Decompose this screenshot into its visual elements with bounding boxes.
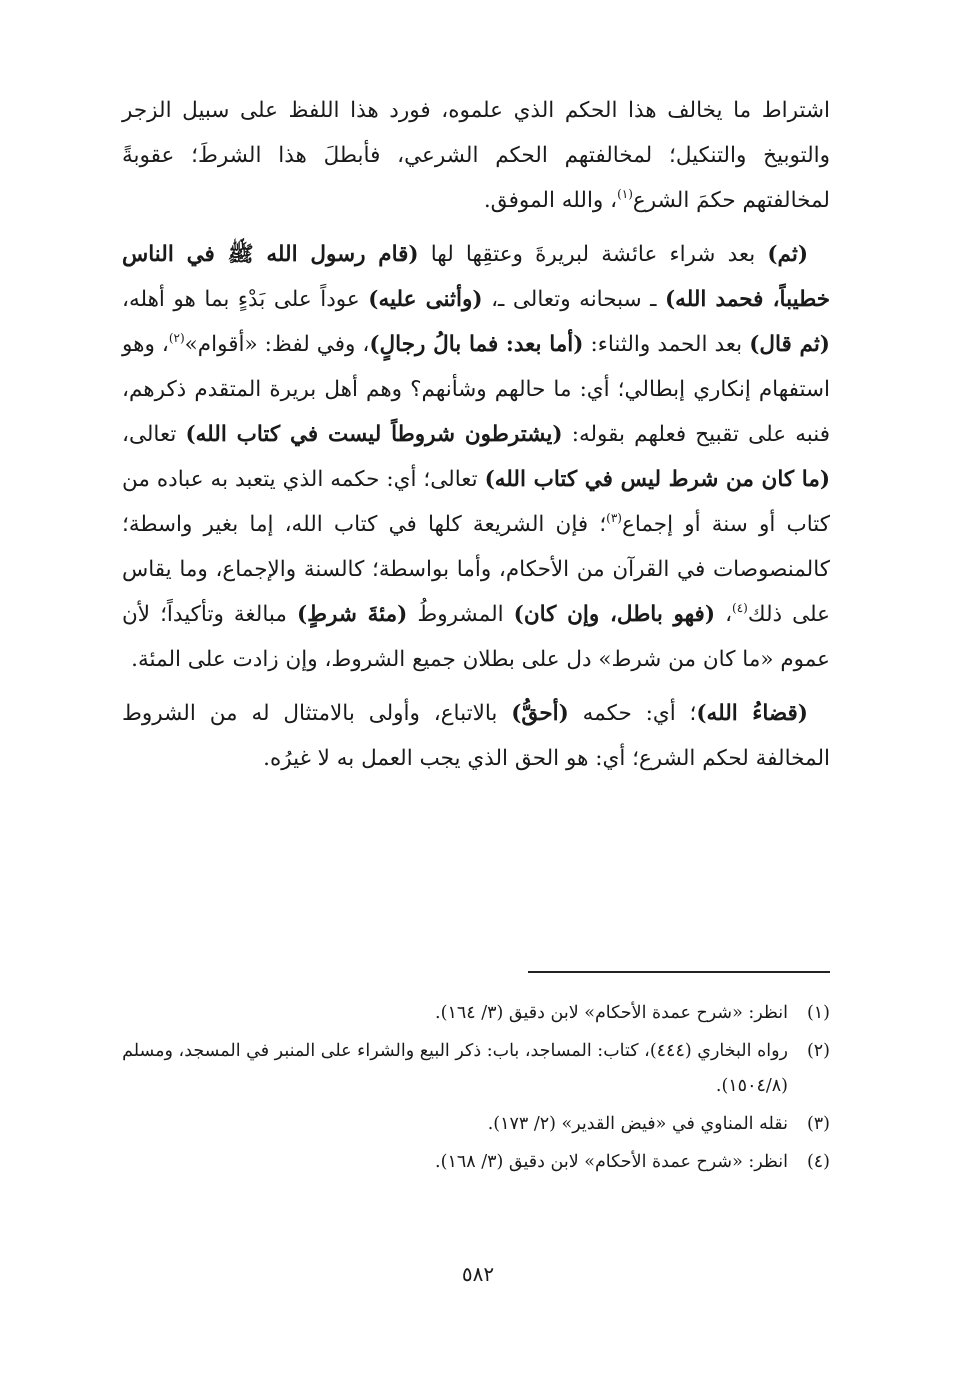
bold-quoted-text: (ثم قال) (749, 332, 830, 357)
footnote-1 (122, 996, 830, 1031)
main-text (122, 88, 830, 790)
paragraph-1 (122, 88, 830, 223)
footnote-2 (122, 1034, 830, 1104)
footnote-number: (٢) (806, 1041, 830, 1061)
footnote-3 (122, 1107, 830, 1142)
commentary-text: ، والله الموفق. (483, 188, 618, 213)
paragraph-2 (122, 232, 830, 682)
footnote-separator (528, 971, 830, 973)
footnote-text: انظر: «شرح عمدة الأحكام» لابن دقيق (٣/ ١٦٤). (435, 1003, 788, 1023)
footnote-text: نقله المناوي في «فيض القدير» (٢/ ١٧٣). (487, 1114, 788, 1134)
bold-quoted-text: (مئةَ شرطٍ) (296, 602, 408, 627)
commentary-text: ؛ أي: حكمه (568, 701, 697, 726)
footnote-4 (122, 1145, 830, 1180)
footnote-marker: (١) (617, 187, 633, 201)
footnote-number: (٤) (806, 1152, 830, 1172)
commentary-text: ، وهو استفهام إنكاري إبطالي؛ أي: ما حالهم وشأنهم؟ وهم أهل بريرة المتقدم ذكرهم، فنبه على تقبيح فعلهم بقوله: (122, 332, 830, 447)
commentary-text: ، (715, 602, 733, 627)
bold-quoted-text: (أما بعد: فما بالُ رجالٍ) (369, 332, 584, 357)
commentary-text: مبالغة وتأكيداً؛ لأن عموم «ما كان من شرط» دل على بطلان جميع الشروط، وإن زادت على المئة. (122, 602, 830, 672)
commentary-text: عوداً على بَدْءٍ بما هو أهله، (122, 287, 369, 312)
footnote-number: (١) (806, 1003, 830, 1023)
paragraph-3 (122, 691, 830, 781)
footnotes (122, 996, 830, 1183)
bold-quoted-text: (وأثنى عليه) (368, 287, 483, 312)
commentary-text: ؛ فإن الشريعة كلها في كتاب الله، إما بغير واسطة؛ كالمنصوصات في القرآن من الأحكام، وأما بواسطة؛ كالسنة والإجماع، وما يقاس على ذلك (122, 512, 831, 627)
commentary-text: تعالى؛ أي: حكمه الذي يتعبد به عباده من كتاب أو سنة أو إجماع (122, 467, 830, 537)
footnote-marker: (٤) (732, 601, 748, 615)
bold-quoted-text: (ما كان من شرط ليس في كتاب الله) (484, 467, 831, 492)
commentary-text: ، وفي لفظ: «أقوام» (184, 332, 370, 357)
footnote-marker: (٣) (606, 511, 622, 525)
footnote-marker: (٢) (168, 331, 185, 345)
footnote-text: انظر: «شرح عمدة الأحكام» لابن دقيق (٣/ ١٦٨). (435, 1152, 788, 1172)
commentary-text: بعد شراء عائشة لبريرةَ وعتقِها لها (418, 242, 768, 267)
commentary-text: تعالى، (122, 422, 186, 447)
footnote-number: (٣) (806, 1114, 830, 1134)
commentary-text: المشروطُ (407, 602, 514, 627)
bold-quoted-text: (ثم) (767, 242, 809, 267)
bold-quoted-text: (قام رسول الله ﷺ في الناس خطيباً، فحمد الله) (122, 242, 830, 312)
bold-quoted-text: (فهو باطل، وإن كان) (513, 602, 716, 627)
commentary-text: بعد الحمد والثناء: (583, 332, 750, 357)
bold-quoted-text: (أحقُّ) (511, 701, 569, 726)
bold-quoted-text: (يشترطون شروطاً ليست في كتاب الله) (185, 422, 563, 447)
commentary-text: بالاتباع، وأولى بالامتثال له من الشروط المخالفة لحكم الشرع؛ أي: هو الحق الذي يجب العمل به لا غيرُه. (122, 701, 830, 771)
commentary-text: ـ سبحانه وتعالى ـ، (482, 287, 665, 312)
page-number: ٥٨٢ (461, 1262, 495, 1286)
footnote-text: رواه البخاري (٤٤٤)، كتاب: المساجد، باب: ذكر البيع والشراء على المنبر في المسجد، ومسلم (١٥٠٤/٨). (122, 1041, 788, 1096)
bold-quoted-text: (قضاءُ الله) (696, 701, 808, 726)
commentary-text: اشتراط ما يخالف هذا الحكم الذي علموه، فورد هذا اللفظ على سبيل الزجر والتوبيخ والتنكيل؛ لمخالفتهم الحكم الشرعي، فأبطلَ هذا الشرطَ؛ عقوبةً لمخالفتهم حكمَ الشرع (122, 98, 830, 213)
